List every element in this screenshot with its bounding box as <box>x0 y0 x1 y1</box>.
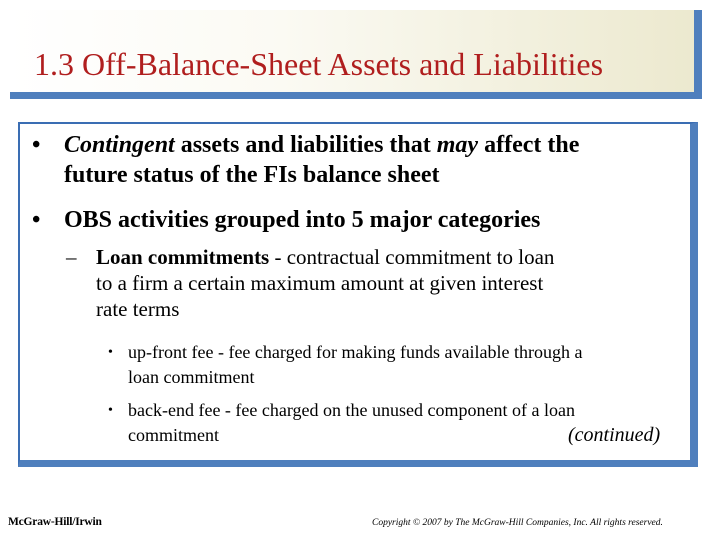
fee-line2: loan commitment <box>128 367 255 387</box>
footer-copyright: Copyright © 2007 by The McGraw-Hill Companies, Inc. All rights reserved. <box>372 518 663 528</box>
title-bar <box>10 10 702 99</box>
loan-commitments-term: Loan commitments <box>96 245 270 269</box>
footer-publisher: McGraw-Hill/Irwin <box>8 516 102 528</box>
bullet-contingent-line2: future status of the FIs balance sheet <box>64 162 440 188</box>
bullet-contingent-line1 <box>64 130 684 160</box>
sub-bullet-loan-commitments <box>66 244 686 322</box>
fee-line2: commitment <box>128 425 219 445</box>
bullet-marker: • <box>32 132 41 158</box>
bullet-obs-text: OBS activities grouped into 5 major categories <box>64 207 541 233</box>
bullet-text-part: affect the <box>478 132 580 158</box>
slide-title: 1.3 Off-Balance-Sheet Assets and Liabilities <box>34 46 604 82</box>
bullet-marker: • <box>32 207 41 233</box>
fee-line1: up-front fee - fee charged for making funds available through a <box>128 342 583 362</box>
bullet-text-part: assets and liabilities that <box>174 132 437 158</box>
content-box <box>18 122 698 467</box>
sub-bullet-line1 <box>96 244 686 270</box>
italic-may: may <box>436 132 479 158</box>
sub-bullet-line2: to a firm a certain maximum amount at given interest <box>96 271 544 295</box>
fee-line1: back-end fee - fee charged on the unused component of a loan <box>128 400 575 420</box>
sub-bullet-rest: - contractual commitment to loan <box>269 245 555 269</box>
dash-marker: – <box>66 245 77 269</box>
dot-marker: • <box>108 345 113 360</box>
bullet-contingent <box>32 130 684 190</box>
bullet-obs-activities <box>32 205 684 235</box>
continued-label: (continued) <box>568 424 661 446</box>
dot-marker: • <box>108 403 113 418</box>
sub-bullet-line3: rate terms <box>96 297 180 321</box>
fee-item-up-front <box>108 340 698 390</box>
italic-contingent: Contingent <box>64 132 175 158</box>
